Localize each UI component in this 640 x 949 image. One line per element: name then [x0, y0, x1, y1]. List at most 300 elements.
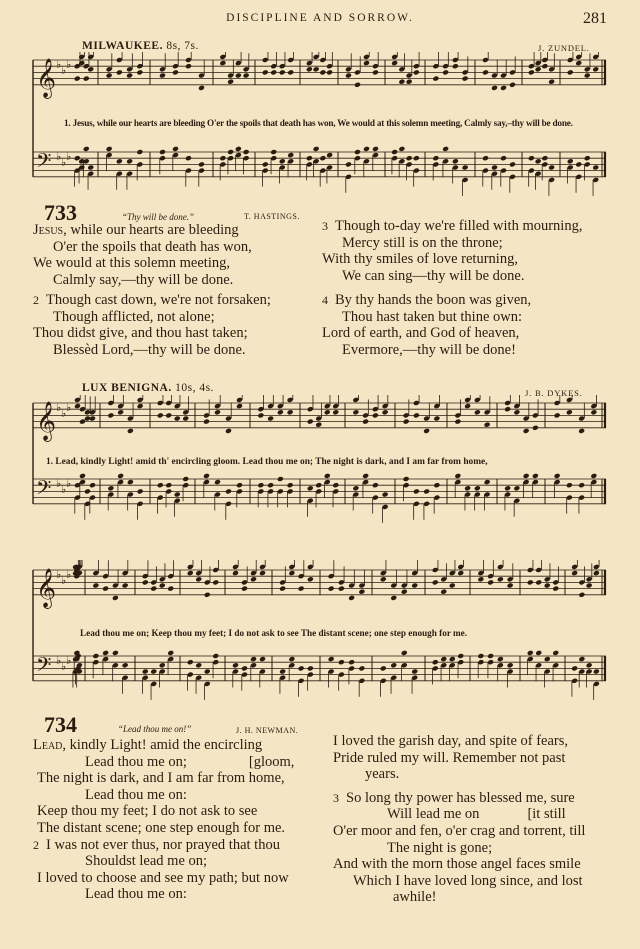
stanza-number: 2: [33, 837, 39, 852]
note-head: [306, 155, 313, 161]
note-head: [126, 72, 133, 78]
note-head: [116, 158, 123, 164]
note-head: [507, 662, 514, 668]
bass-clef: 𝄢: [36, 475, 52, 504]
tune-meter: 10s, 4s.: [175, 382, 214, 394]
note-head: [513, 485, 520, 491]
hymn-author: T. HASTINGS.: [244, 212, 300, 221]
flat-sign: ♭: [56, 58, 62, 71]
note-head: [406, 155, 413, 161]
verse-line: Evermore,—thy will be done!: [342, 341, 516, 358]
note-head: [406, 79, 413, 85]
note-head: [552, 586, 559, 592]
note-head: [464, 403, 471, 409]
note-head: [212, 653, 219, 659]
note-head: [548, 164, 555, 170]
note-head: [449, 582, 456, 588]
note-head: [432, 155, 439, 161]
note-head: [150, 668, 157, 674]
note-head: [185, 155, 192, 161]
note-head: [150, 586, 157, 592]
note-head: [541, 63, 548, 69]
staff-lyric-line: 1. Jesus, while our hearts are bleeding O'er the spoils that death has won, We would at this solemn meeting, Calmly say,–thy will be done.: [64, 118, 573, 128]
note-head: [326, 69, 333, 75]
note-head: [328, 586, 335, 592]
flat-sign: ♭: [66, 58, 72, 71]
note-head: [232, 570, 239, 576]
note-head: [122, 582, 129, 588]
verse-line: With thy smiles of love returning,: [322, 251, 518, 268]
note-head: [372, 69, 379, 75]
verse-line: Though afflicted, not alone;: [53, 308, 215, 325]
note-head: [362, 473, 369, 479]
note-head: [243, 72, 250, 78]
note-head: [185, 63, 192, 69]
note-head: [352, 485, 359, 491]
note-head: [578, 592, 585, 598]
note-head: [87, 164, 94, 170]
note-head: [172, 69, 179, 75]
note-head: [159, 149, 166, 155]
note-head: [575, 161, 582, 167]
note-head: [454, 419, 461, 425]
flat-sign: ♭: [56, 654, 62, 667]
note-head: [593, 668, 600, 674]
note-head: [592, 164, 599, 170]
bass-clef: 𝄢: [36, 652, 52, 681]
verse-line: Calmly say,—thy will be done.: [53, 271, 234, 288]
note-head: [83, 146, 90, 152]
note-head: [372, 412, 379, 418]
note-head: [89, 415, 96, 421]
note-head: [328, 656, 335, 662]
note-head: [584, 155, 591, 161]
note-head: [195, 662, 202, 668]
flat-sign: ♭: [61, 483, 67, 496]
verse-line: The night is gone;: [387, 839, 493, 856]
note-head: [363, 60, 370, 66]
note-head: [324, 409, 331, 415]
note-head: [288, 656, 295, 662]
note-head: [225, 428, 232, 434]
note-head: [74, 403, 81, 409]
note-head: [423, 488, 430, 494]
note-head: [354, 82, 361, 88]
note-head: [442, 69, 449, 75]
note-head: [106, 72, 113, 78]
note-head: [307, 665, 314, 671]
treble-clef: 𝄞: [36, 400, 57, 441]
note-head: [262, 161, 269, 167]
verse-line: [it still: [527, 806, 566, 823]
note-head: [116, 69, 123, 75]
note-head: [117, 473, 124, 479]
note-head: [433, 482, 440, 488]
note-head: [319, 155, 326, 161]
note-head: [270, 149, 277, 155]
note-head: [464, 485, 471, 491]
note-head: [413, 412, 420, 418]
note-head: [159, 72, 166, 78]
stanza-number: 3: [333, 790, 339, 805]
note-head: [236, 482, 243, 488]
stanza-number: 3: [322, 219, 328, 233]
note-head: [372, 482, 379, 488]
tune-composer: J. B. DYKES.: [525, 388, 583, 398]
note-head: [403, 419, 410, 425]
verse-line: Though to-day we're filled with mourning,: [335, 218, 583, 234]
note-head: [270, 69, 277, 75]
page-number: 281: [583, 10, 607, 27]
note-head: [92, 653, 99, 659]
note-head: [332, 409, 339, 415]
note-head: [159, 582, 166, 588]
verse-lead-word: Lead: [33, 737, 63, 753]
note-head: [391, 60, 398, 66]
note-head: [84, 488, 91, 494]
note-head: [167, 650, 174, 656]
verse-line: , kindly Light! amid the encircling: [62, 737, 263, 753]
note-head: [372, 146, 379, 152]
note-head: [535, 650, 542, 656]
note-head: [187, 570, 194, 576]
note-head: [126, 158, 133, 164]
verse-line: I loved to choose and see my path; but now: [37, 869, 289, 886]
note-head: [187, 659, 194, 665]
verse-line: So long thy power has blessed me, sure: [346, 789, 575, 806]
note-head: [267, 415, 274, 421]
verse-line: I was not ever thus, nor prayed that thou: [46, 836, 280, 853]
note-head: [257, 412, 264, 418]
note-head: [380, 576, 387, 582]
note-head: [482, 155, 489, 161]
note-head: [535, 66, 542, 72]
note-head: [298, 586, 305, 592]
verse-line: [gloom,: [248, 753, 295, 770]
verse-line: years.: [365, 766, 400, 783]
note-head: [452, 63, 459, 69]
flat-sign: ♭: [66, 568, 72, 581]
note-head: [575, 60, 582, 66]
flat-sign: ♭: [61, 156, 67, 169]
flat-sign: ♭: [56, 150, 62, 163]
running-header: DISCIPLINE AND SORROW.: [226, 12, 414, 24]
note-head: [390, 595, 397, 601]
note-head: [259, 570, 266, 576]
hymn-attribution: “Thy will be done.”: [122, 212, 195, 222]
note-head: [571, 570, 578, 576]
note-head: [107, 412, 114, 418]
verse-line: Which I have loved long since, and lost: [353, 872, 583, 889]
note-head: [523, 473, 530, 479]
note-head: [382, 491, 389, 497]
note-head: [112, 595, 119, 601]
note-head: [287, 152, 294, 158]
flat-sign: ♭: [66, 477, 72, 490]
flat-sign: ♭: [66, 401, 72, 414]
verse-line: And with the morn those angel faces smile: [333, 856, 581, 873]
note-head: [79, 473, 86, 479]
note-head: [592, 66, 599, 72]
verse-line: The night is dark, and I am far from home,: [37, 770, 285, 787]
note-head: [432, 76, 439, 82]
note-head: [137, 403, 144, 409]
staff-lyric-line: 1. Lead, kindly Light! amid th' encircling gloom. Lead thou me on; The night is dark, and I am far from home,: [46, 457, 488, 467]
note-head: [401, 589, 408, 595]
verse-line: awhile!: [393, 889, 437, 906]
note-head: [235, 146, 242, 152]
note-head: [324, 473, 331, 479]
note-head: [474, 485, 481, 491]
note-head: [352, 409, 359, 415]
note-head: [203, 419, 210, 425]
hymn-author: J. H. NEWMAN.: [236, 726, 299, 735]
bass-clef: 𝄢: [36, 148, 52, 177]
note-head: [552, 650, 559, 656]
note-head: [198, 85, 205, 91]
note-head: [487, 653, 494, 659]
note-head: [92, 582, 99, 588]
note-head: [136, 149, 143, 155]
note-head: [204, 592, 211, 598]
note-head: [142, 579, 149, 585]
note-head: [89, 482, 96, 488]
note-head: [544, 582, 551, 588]
note-head: [544, 656, 551, 662]
note-head: [225, 488, 232, 494]
note-head: [413, 488, 420, 494]
verse-line: We can sing—thy will be done.: [342, 267, 525, 284]
note-head: [457, 570, 464, 576]
verse-line: Lead thou me on:: [85, 786, 187, 803]
note-head: [277, 409, 284, 415]
note-head: [567, 69, 574, 75]
note-head: [306, 66, 313, 72]
note-head: [165, 412, 172, 418]
note-head: [288, 570, 295, 576]
note-head: [204, 668, 211, 674]
stanza-number: 2: [33, 293, 39, 307]
note-head: [484, 422, 491, 428]
note-head: [401, 650, 408, 656]
verse-line: Pride ruled my will. Remember not past: [333, 749, 566, 766]
note-head: [433, 415, 440, 421]
note-head: [509, 82, 516, 88]
verse-line: Blessèd Lord,—thy will be done.: [53, 341, 246, 358]
note-head: [509, 161, 516, 167]
note-head: [157, 412, 164, 418]
verse-line: Lead thou me on;: [85, 753, 187, 770]
note-head: [241, 586, 248, 592]
note-head: [172, 146, 179, 152]
note-head: [390, 662, 397, 668]
verse-line: By thy hands the boon was given,: [335, 292, 532, 308]
note-head: [411, 668, 418, 674]
note-head: [250, 656, 257, 662]
note-head: [313, 66, 320, 72]
note-head: [528, 69, 535, 75]
note-head: [504, 485, 511, 491]
note-head: [287, 482, 294, 488]
note-head: [262, 69, 269, 75]
note-head: [566, 482, 573, 488]
note-head: [440, 589, 447, 595]
note-head: [497, 656, 504, 662]
note-head: [363, 146, 370, 152]
note-head: [227, 149, 234, 155]
note-head: [174, 415, 181, 421]
note-head: [354, 149, 361, 155]
note-head: [250, 576, 257, 582]
note-head: [586, 662, 593, 668]
verse-line: Mercy still is on the throne;: [342, 234, 503, 251]
verse-line: O'er moor and fen, o'er crag and torrent, till: [333, 822, 586, 839]
note-head: [382, 409, 389, 415]
note-head: [432, 659, 439, 665]
note-head: [315, 422, 322, 428]
note-head: [83, 76, 90, 82]
hymn-number: 734: [44, 712, 77, 737]
note-head: [142, 668, 149, 674]
tune-title-lux-benigna: [82, 382, 214, 394]
note-head: [504, 406, 511, 412]
note-head: [528, 155, 535, 161]
note-head: [279, 69, 286, 75]
note-head: [398, 79, 405, 85]
note-head: [236, 403, 243, 409]
note-head: [462, 76, 469, 82]
note-head: [279, 158, 286, 164]
note-head: [432, 579, 439, 585]
note-head: [345, 72, 352, 78]
note-head: [497, 576, 504, 582]
note-head: [279, 668, 286, 674]
note-head: [442, 146, 449, 152]
note-head: [307, 576, 314, 582]
note-head: [413, 69, 420, 75]
note-head: [454, 473, 461, 479]
note-head: [203, 473, 210, 479]
flat-sign: ♭: [61, 660, 67, 673]
note-head: [532, 473, 539, 479]
note-head: [423, 428, 430, 434]
verse-line: I loved the garish day, and spite of fears,: [333, 733, 569, 749]
note-head: [487, 579, 494, 585]
note-head: [243, 149, 250, 155]
note-head: [182, 415, 189, 421]
treble-clef: 𝄞: [36, 57, 57, 98]
note-head: [411, 582, 418, 588]
note-head: [159, 662, 166, 668]
verse-line: Keep thou my feet; I do not ask to see: [37, 803, 258, 820]
note-head: [452, 158, 459, 164]
note-head: [106, 146, 113, 152]
note-head: [198, 161, 205, 167]
verse-line: , while our hearts are bleeding: [63, 222, 239, 238]
note-head: [298, 665, 305, 671]
note-head: [523, 428, 530, 434]
note-head: [554, 412, 561, 418]
note-head: [112, 650, 119, 656]
flat-sign: ♭: [66, 150, 72, 163]
note-head: [449, 656, 456, 662]
note-head: [541, 155, 548, 161]
stanza-2: [33, 292, 271, 358]
note-head: [413, 155, 420, 161]
note-head: [122, 662, 129, 668]
note-head: [578, 656, 585, 662]
note-head: [535, 579, 542, 585]
note-head: [477, 653, 484, 659]
verse-line: We would at this solemn meeting,: [33, 255, 230, 272]
note-head: [513, 409, 520, 415]
tune-composer: J. ZUNDEL.: [538, 43, 590, 53]
note-head: [287, 69, 294, 75]
note-head: [578, 428, 585, 434]
stanza-number: 4: [322, 293, 328, 307]
note-head: [535, 158, 542, 164]
note-head: [267, 482, 274, 488]
note-head: [345, 161, 352, 167]
verse-line: Thou didst give, and thou hast taken;: [33, 325, 248, 342]
note-head: [338, 659, 345, 665]
note-head: [279, 586, 286, 592]
note-head: [586, 582, 593, 588]
hymn-attribution: “Lead thou me on!”: [118, 724, 192, 734]
note-head: [548, 79, 555, 85]
note-head: [235, 72, 242, 78]
note-head: [259, 656, 266, 662]
verse-line: Will lead me on: [387, 806, 480, 823]
note-head: [484, 479, 491, 485]
note-head: [566, 409, 573, 415]
verse-line: Lead thou me on:: [85, 886, 187, 903]
note-head: [527, 650, 534, 656]
note-head: [590, 409, 597, 415]
treble-clef: 𝄞: [36, 567, 57, 608]
verse-line: The distant scene; one step enough for me.: [37, 819, 286, 836]
verse-line: O'er the spoils that death has won,: [53, 238, 252, 255]
note-head: [584, 72, 591, 78]
verse-line: Lord of earth, and God of heaven,: [322, 325, 520, 342]
note-head: [403, 476, 410, 482]
note-head: [348, 659, 355, 665]
flat-sign: ♭: [66, 654, 72, 667]
stanza-734-left: [33, 737, 294, 903]
stanza-4: [322, 292, 531, 358]
note-head: [491, 164, 498, 170]
flat-sign: ♭: [61, 407, 67, 420]
note-head: [257, 482, 264, 488]
note-head: [482, 69, 489, 75]
flat-sign: ♭: [61, 574, 67, 587]
flat-sign: ♭: [56, 568, 62, 581]
note-head: [474, 409, 481, 415]
note-head: [307, 419, 314, 425]
note-head: [477, 576, 484, 582]
note-head: [102, 586, 109, 592]
note-head: [462, 164, 469, 170]
note-head: [136, 69, 143, 75]
tune-meter: 8s, 7s.: [166, 40, 199, 52]
note-head: [287, 409, 294, 415]
tune-name: MILWAUKEE.: [82, 40, 163, 52]
note-head: [440, 656, 447, 662]
note-head: [593, 570, 600, 576]
note-head: [214, 409, 221, 415]
note-head: [500, 155, 507, 161]
note-head: [227, 79, 234, 85]
